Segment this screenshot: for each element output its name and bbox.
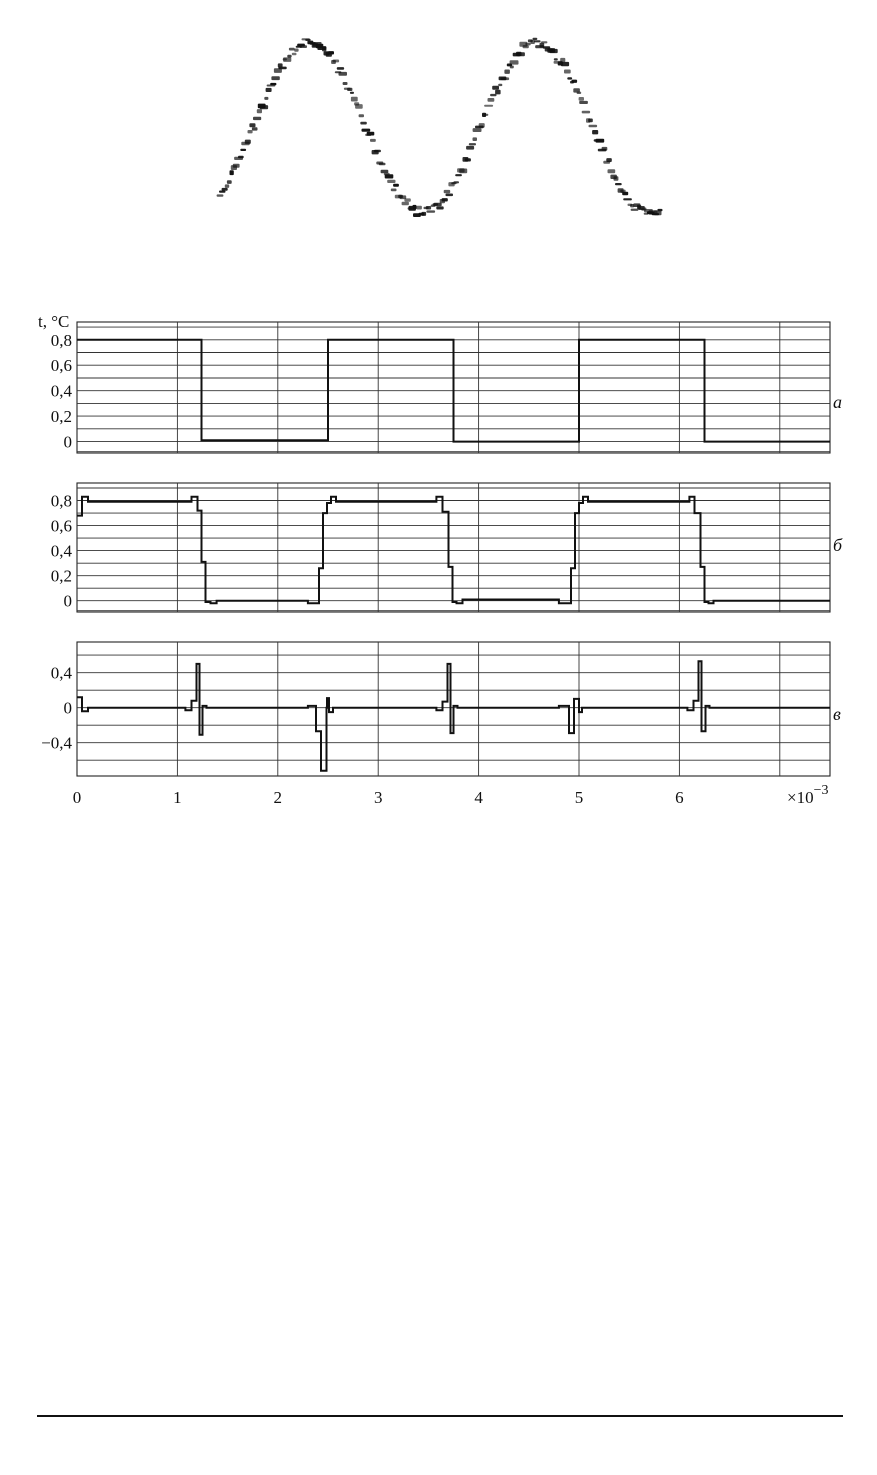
waveform-dash [260,105,268,109]
waveform-dash [230,170,234,175]
waveform-dash [631,209,639,211]
waveform-dash [436,206,443,209]
waveform-dash [248,130,253,133]
waveform-dash [233,164,240,168]
waveform-dash [492,86,499,90]
waveform-dash [479,123,485,128]
panel-a-y-tick-label: 0 [63,432,72,452]
waveform-dash [350,92,354,94]
waveform-dash [459,169,467,174]
waveform-dash [510,66,514,69]
waveform-dash [560,58,565,62]
panel-b-y-tick-label: 0,2 [50,566,72,586]
panel-c-x-tick-label: 3 [373,788,383,807]
waveform-dash [582,111,590,114]
waveform-dash [465,158,471,161]
panel-b-y-tick-label: 0,4 [50,541,72,561]
waveform-dash [615,183,622,185]
waveform-dash [370,139,376,142]
waveform-dash [657,209,662,211]
waveform-dash [393,184,399,187]
waveform-dash [589,125,598,128]
panel-b-y-tick-label: 0 [63,591,72,611]
panel-c-y-tick-label: −0,4 [41,733,72,753]
waveform-dash [404,198,410,201]
waveform-dash [238,156,244,159]
waveform-dash [490,94,496,96]
waveform-dash [292,53,297,56]
x-multiplier-base: ×10 [787,788,814,807]
waveform-dash [300,45,307,48]
waveform-dash [561,62,569,66]
waveform-dash [328,51,334,54]
waveform-dash [421,212,426,216]
waveform-dash [294,49,298,52]
waveform-dash [549,49,557,53]
waveform-dash [413,205,417,210]
waveform-dash [381,170,389,174]
waveform-dash [426,210,435,212]
waveform-dash [504,70,510,74]
x-multiplier-exponent: −3 [813,783,829,798]
waveform-dash [588,119,593,123]
waveform-dash [355,104,363,109]
waveform-dash [222,188,228,191]
waveform-dash [385,174,394,178]
panel-c-letter: в [833,704,841,724]
waveform-dash [333,60,340,63]
waveform-dash [283,57,291,62]
panel-b-letter: б [833,535,843,555]
waveform-dash [523,45,529,48]
waveform-dash [347,88,352,91]
panel-a-y-tick-label: 0,4 [50,381,72,401]
waveform-dash [442,198,448,201]
waveform-dash [271,76,279,80]
waveform-dash [564,70,571,74]
waveform-dash [270,83,276,85]
waveform-dash [360,122,367,125]
waveform-dash [225,184,229,188]
waveform-dash [567,77,572,79]
waveform-dash [606,158,612,162]
waveform-dash [362,129,371,132]
panel-c-x-tick-label: 0 [72,788,82,807]
waveform-dash [217,194,224,196]
waveform-dash [608,169,616,173]
panel-a [38,312,842,453]
waveform-dash [577,92,582,94]
waveform-dash [252,127,258,130]
panel-c-y-tick-label: 0,4 [50,663,72,683]
waveform-dash [534,40,541,42]
waveform-dash [444,190,451,193]
waveform-dash [473,137,478,141]
panel-a-y-tick-label: 0,6 [50,356,72,376]
waveform-dash [387,180,395,183]
waveform-dash [533,38,538,40]
x-multiplier-label [787,783,829,807]
waveform-dash [484,105,493,107]
waveform-dash [289,48,295,51]
waveform-dash [654,211,662,216]
panel-a-letter: а [833,392,842,412]
waveform-dash [517,52,525,56]
waveform-dash [264,97,268,100]
waveform-dash [501,77,510,80]
waveform-dash [434,203,442,206]
waveform-dash [374,150,381,152]
waveform-dash [351,97,358,102]
waveform-dash [614,176,619,181]
waveform-dash [469,143,476,145]
waveform-dash [484,114,488,116]
waveform-dash [426,206,431,210]
waveform-dash [592,130,598,134]
waveform-dash [253,117,261,120]
panel-c-signal-line [77,661,830,770]
waveform-dash [446,194,454,197]
waveform-dash [466,146,474,150]
waveform-dash [367,132,375,136]
waveform-dash [219,191,226,193]
waveform-dash [322,47,326,52]
noisy-sine-waveform [217,38,663,217]
waveform-dash [343,82,348,85]
waveform-dash [579,101,588,104]
waveform-dash [510,60,519,64]
waveform-dash [227,180,232,184]
waveform-dash [572,80,578,83]
waveform-dash [266,88,272,92]
waveform-dash [453,181,459,183]
waveform-dash [495,90,501,95]
waveform-dash [579,97,584,101]
waveform-dash [541,41,547,43]
waveform-dash [249,123,255,127]
panel-c [41,642,841,807]
waveform-dash [245,140,251,144]
waveform-dash [596,139,605,143]
waveform-dash [287,55,291,58]
panel-a-y-tick-label: 0,8 [50,330,72,350]
panel-b-y-tick-label: 0,6 [50,516,72,536]
waveform-dash [402,202,409,206]
panel-c-x-tick-label: 1 [173,788,182,807]
waveform-dash [488,98,495,102]
waveform-dash [278,67,286,70]
waveform-dash [257,109,262,113]
waveform-dash [554,58,558,60]
waveform-dash [455,174,462,176]
waveform-dash [391,189,397,192]
waveform-dash [622,192,628,195]
panel-c-x-tick-label: 4 [474,788,483,807]
panel-b [51,483,843,612]
panel-a-y-axis-label: t, °C [38,312,70,331]
panel-c-x-tick-label: 2 [273,788,283,807]
panel-c-x-tick-label: 5 [574,788,584,807]
panel-b-y-tick-label: 0,8 [50,491,72,511]
panel-a-y-tick-label: 0,2 [50,407,72,427]
waveform-dash [473,128,482,132]
panel-c-x-tick-label: 6 [675,788,684,807]
panel-c-y-tick-label: 0 [63,698,72,718]
waveform-dash [337,67,344,70]
waveform-dash [623,198,632,200]
waveform-dash [359,114,364,117]
waveform-dash [498,84,502,86]
waveform-dash [240,149,246,151]
waveform-dash [379,163,386,165]
waveform-dash [339,72,348,76]
waveform-dash [602,147,608,151]
waveform-dash [416,206,422,210]
waveform-dash [525,43,530,46]
